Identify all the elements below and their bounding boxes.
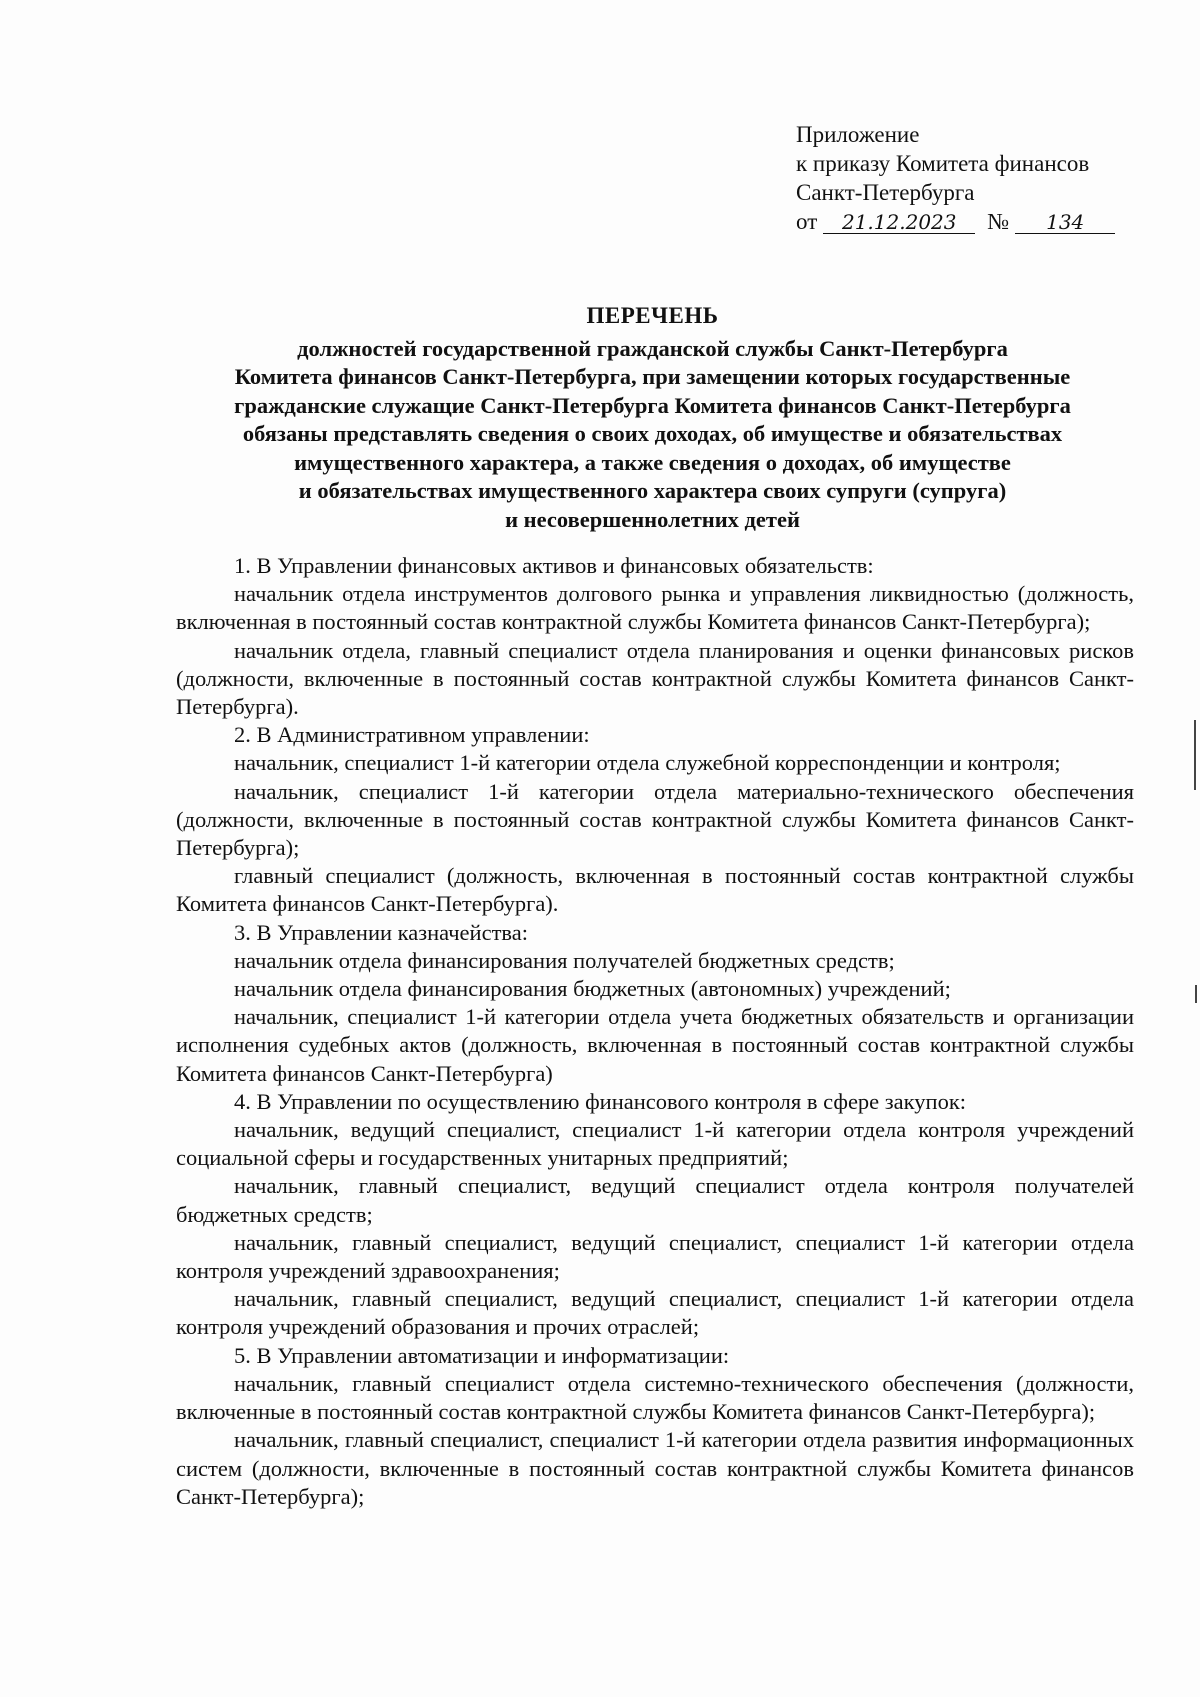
- handwritten-number: 134: [1015, 211, 1115, 234]
- title-line: обязаны представлять сведения о своих доходах, об имуществе и обязательствах: [242, 421, 1063, 446]
- paragraph: начальник отдела инструментов долгового рынка и управления ликвидностью (должность, включенная в постоянный состав контрактной службы Комитета финансов Санкт-Петербурга);: [176, 581, 1134, 635]
- section-heading: 1. В Управлении финансовых активов и финансовых обязательств:: [234, 553, 874, 578]
- section-heading: 5. В Управлении автоматизации и информатизации:: [234, 1342, 730, 1368]
- paragraph: начальник, специалист 1-й категории отдела служебной корреспонденции и контроля;: [234, 750, 1061, 776]
- title-line: Комитета финансов Санкт-Петербурга, при замещении которых государственные: [234, 364, 1071, 389]
- paragraph: начальник, главный специалист, ведущий специалист, специалист 1-й категории отдела контроля учреждений образования и прочих отраслей;: [176, 1286, 1134, 1340]
- title-main: ПЕРЕЧЕНЬ: [586, 303, 719, 328]
- paragraph: главный специалист (должность, включенная в постоянный состав контрактной службы Комитета финансов Санкт-Петербурга).: [176, 863, 1134, 917]
- appendix-date-line: [796, 207, 1176, 236]
- paragraph: начальник, главный специалист, специалист 1-й категории отдела развития информационных систем (должности, включенные в постоянный состав контрактной службы Комитета финансов Санкт-Петербурга);: [176, 1427, 1134, 1509]
- document-title: [170, 302, 1135, 534]
- paragraph: начальник, главный специалист, ведущий специалист, специалист 1-й категории отдела контроля учреждений здравоохранения;: [176, 1229, 1134, 1284]
- document-body: [176, 552, 1134, 1511]
- paragraph: начальник, специалист 1-й категории отдела учета бюджетных обязательств и организации исполнения судебных актов (должность, включенная в постоянный состав контрактной службы Комитета финансов Санкт-Петербурга): [176, 1004, 1134, 1086]
- paragraph: начальник, специалист 1-й категории отдела материально-технического обеспечения (должности, включенные в постоянный состав контрактной службы Комитета финансов Санкт-Петербурга);: [176, 778, 1134, 861]
- title-line: гражданские служащие Санкт-Петербурга Комитета финансов Санкт-Петербурга: [234, 392, 1071, 418]
- number-sign: №: [987, 209, 1010, 234]
- paragraph: начальник отдела, главный специалист отдела планирования и оценки финансовых рисков (должности, включенные в постоянный состав контрактной службы Комитета финансов Санкт-Петербурга).: [176, 637, 1134, 720]
- from-label: от: [796, 209, 818, 234]
- title-line: должностей государственной гражданской службы Санкт-Петербурга: [297, 335, 1008, 361]
- paragraph: начальник отдела финансирования бюджетных (автономных) учреждений;: [234, 976, 951, 1002]
- title-line: и несовершеннолетних детей: [505, 506, 800, 532]
- paragraph: начальник отдела финансирования получателей бюджетных средств;: [234, 947, 895, 973]
- section-heading: 3. В Управлении казначейства:: [234, 919, 528, 945]
- section-heading: 4. В Управлении по осуществлению финансового контроля в сфере закупок:: [234, 1088, 966, 1114]
- appendix-block: [796, 120, 1176, 236]
- title-line: и обязательствах имущественного характера своих супруги (супруга): [298, 478, 1007, 503]
- appendix-line-3: Санкт-Петербурга: [796, 180, 975, 205]
- paragraph: начальник, главный специалист, ведущий специалист отдела контроля получателей бюджетных средств;: [176, 1173, 1134, 1227]
- section-heading: 2. В Административном управлении:: [234, 722, 590, 748]
- appendix-line-1: Приложение: [796, 122, 920, 147]
- scan-edge-mark: [1195, 985, 1197, 1003]
- title-line: имущественного характера, а также сведения о доходах, об имуществе: [294, 449, 1011, 475]
- appendix-line-2: к приказу Комитета финансов: [796, 151, 1090, 176]
- paragraph: начальник, главный специалист отдела системно-технического обеспечения (должности, включенные в постоянный состав контрактной службы Комитета финансов Санкт-Петербурга);: [176, 1370, 1134, 1425]
- scan-edge-mark: [1194, 720, 1196, 790]
- paragraph: начальник, ведущий специалист, специалист 1-й категории отдела контроля учреждений социальной сферы и государственных унитарных предприятий;: [176, 1117, 1134, 1171]
- handwritten-date: 21.12.2023: [823, 211, 975, 234]
